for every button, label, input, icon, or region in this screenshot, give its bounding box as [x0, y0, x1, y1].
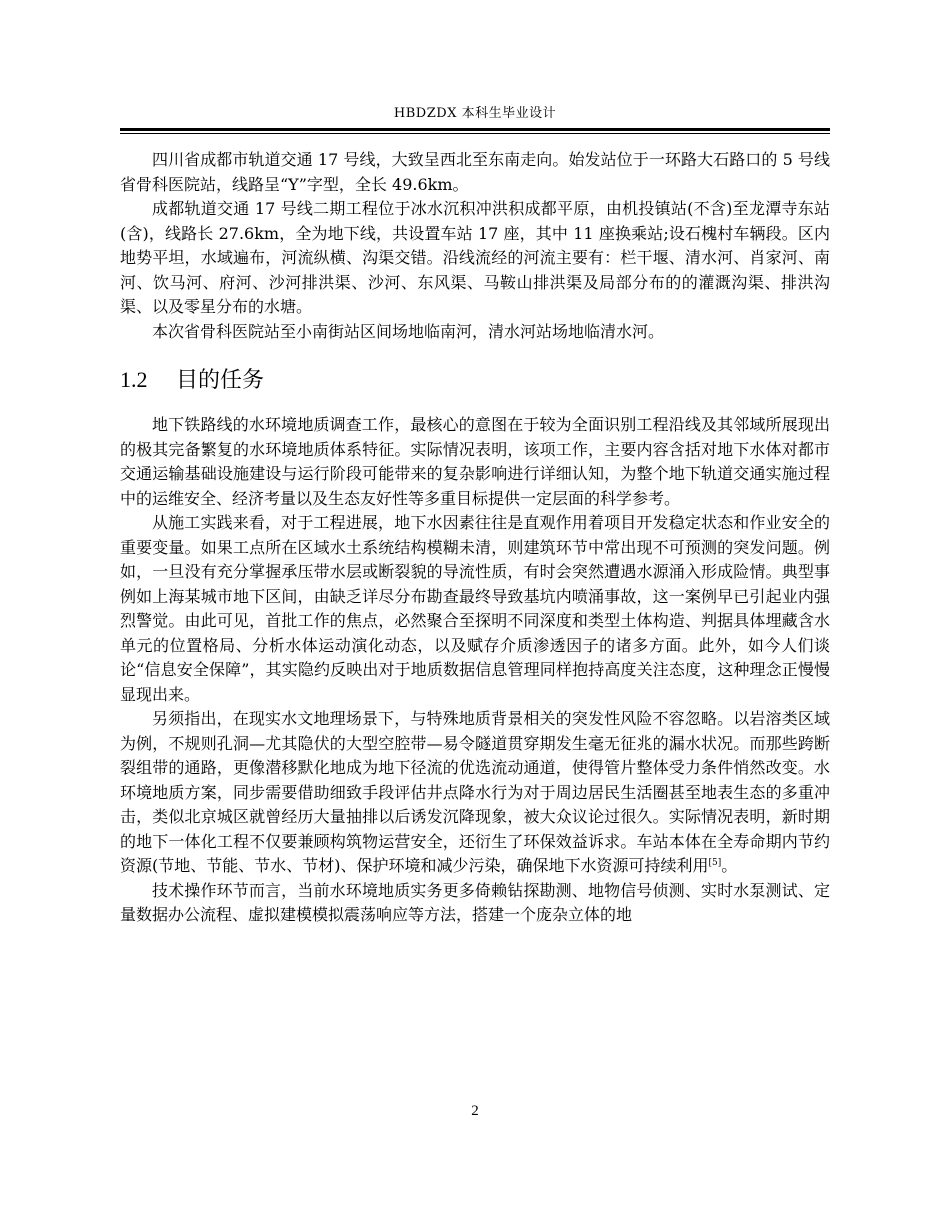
header-rule-thick: [120, 128, 830, 131]
page-body: [120, 148, 830, 928]
header-rule-thin: [120, 133, 830, 134]
paragraph: 成都轨道交通 17 号线二期工程位于冰水沉积冲洪积成都平原，由机投镇站(不含)至龙潭寺东站(含)，线路长 27.6km，全为地下线，共设置车站 17 座，其中 11 座换乘站;设石槐村车辆段。区内地势平坦，水域遍布，河流纵横、沟渠交错。沿线流经的河流主要有：栏干堰、清水河、肖家河、南河、饮马河、府河、沙河排洪渠、沙河、东风渠、马鞍山排洪渠及局部分布的的灌溉沟渠、排洪沟渠、以及零星分布的水塘。: [120, 199, 830, 316]
page-number: 2: [471, 1103, 479, 1119]
paragraph-text: 另须指出，在现实水文地理场景下，与特殊地质背景相关的突发性风险不容忽略。以岩溶类区域为例，不规则孔洞—尤其隐伏的大型空腔带—易令隧道贯穿期发生毫无征兆的漏水状况。而那些跨断裂组带的通路，更像潜移默化地成为地下径流的优选流动通道，使得管片整体受力条件悄然改变。水环境地质方案，同步需要借助细致手段评估井点降水行为对于周边居民生活圈甚至地表生态的多重冲击，类似北京城区就曾经历大量抽排以后诱发沉降现象，被大众议论过很久。实际情况表明，新时期的地下一体化工程不仅要兼顾构筑物运营安全，还衍生了环保效益诉求。车站本体在全寿命期内节约资源(节地、节能、节水、节材)、保护环境和减少污染，确保地下水资源可持续利用: [120, 709, 830, 875]
paragraph: 本次省骨科医院站至小南街站区间场地临南河，清水河站场地临清水河。: [152, 321, 665, 341]
citation[interactable]: [5]: [708, 858, 722, 868]
paragraph: 从施工实践来看，对于工程进展，地下水因素往往是直观作用着项目开发稳定状态和作业安全的重要变量。如果工点所在区域水土系统结构模糊未清，则建筑环节中常出现不可预测的突发问题。例如，一旦没有充分掌握承压带水层或断裂貌的导流性质，有时会突然遭遇水源涌入形成险情。典型事例如上海某城市地下区间，由缺乏详尽分布勘查最终导致基坑内喷涌事故，这一案例早已引起业内强烈警觉。由此可见，首批工作的焦点，必然聚合至探明不同深度和类型土体构造、判据具体埋藏含水单元的位置格局、分析水体运动演化动态，以及赋存介质渗透因子的诸多方面。此外，如今人们谈论“信息安全保障”，其实隐约反映出对于地质数据信息管理同样抱持高度关注态度，这种理念正慢慢显现出来。: [120, 513, 830, 704]
paragraph: 地下铁路线的水环境地质调查工作，最核心的意图在于较为全面识别工程沿线及其邻域所展现出的极其完备繁复的水环境地质体系特征。实际情况表明，该项工作，主要内容含括对地下水体对都市交通运输基础设施建设与运行阶段可能带来的复杂影响进行详细认知，为整个地下轨道交通实施过程中的运维安全、经济考量以及生态友好性等多重目标提供一定层面的科学参考。: [120, 415, 830, 508]
paragraph: 技术操作环节而言，当前水环境地质实务更多倚赖钻探勘测、地物信号侦测、实时水泵测试、定量数据办公流程、虚拟建模模拟震荡响应等方法，搭建一个庞杂立体的地: [120, 880, 830, 924]
paragraph: [120, 707, 830, 879]
paragraph-end: 。: [721, 856, 738, 875]
section-title: 目的任务: [176, 368, 265, 393]
section-heading: [120, 366, 830, 395]
section-number: 1.2: [120, 367, 148, 392]
paragraph: 四川省成都市轨道交通 17 号线，大致呈西北至东南走向。始发站位于一环路大石路口的 5 号线省骨科医院站，线路呈“Y”字型，全长 49.6km。: [120, 150, 830, 194]
page-header: HBDZDX 本科生毕业设计: [393, 106, 557, 121]
